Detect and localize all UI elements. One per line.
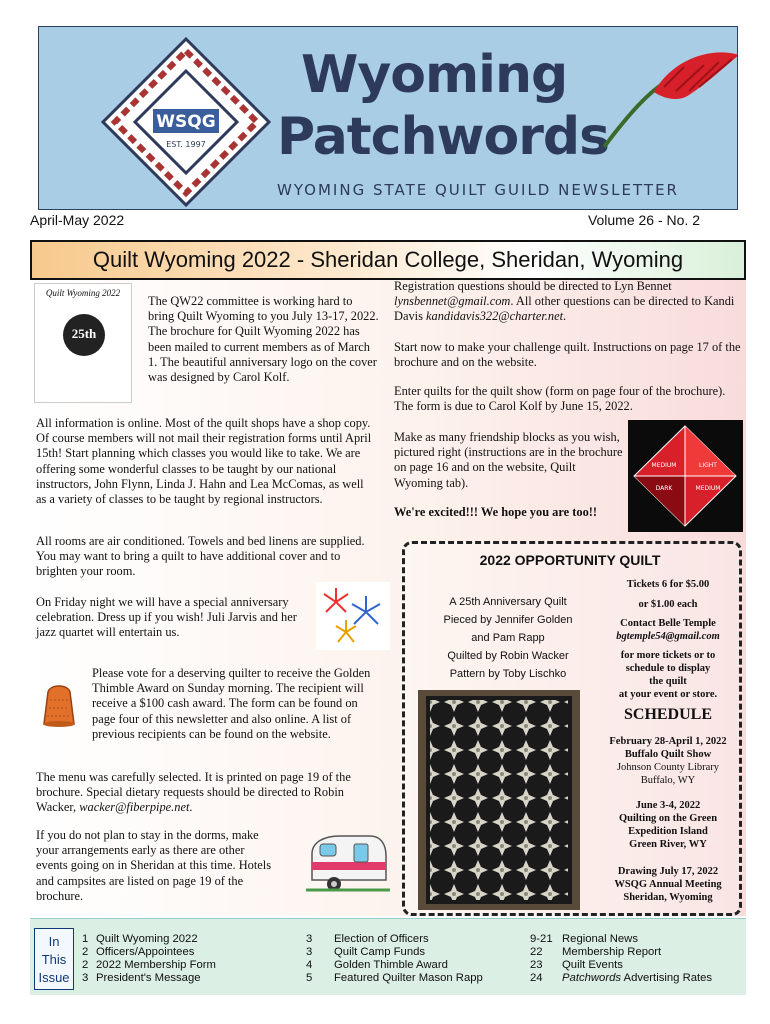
svg-text:EST. 1997: EST. 1997 [166,140,206,149]
toc-item[interactable]: Quilt Wyoming 2022 [96,933,198,945]
registration-paragraph: Registration questions should be directed to Lyn Bennet lynsbennet@gmail.com. All other questions can be directed to Kandi Davis kandidavis322@charter.net. [394,279,735,324]
info-paragraph: All information is online. Most of the quilt shops have a shop copy. Of course members will not mail their registration forms until April 15th! Start planning which classes you would like to take. We are offering some wonderful classes to be taught by our national instructors, John Flynn, Linda J. Hahn and Lea McComas, as well as a variety of classes to be taught by regional instructors. [36,416,372,507]
wsqg-logo [101,37,271,207]
toc-page: 9-21 [530,933,553,945]
golden-thimble-paragraph: Please vote for a deserving quilter to receive the Golden Thimble Award on Sunday morning. The recipient will receive a $100 cash award. The form can be found on page four of this newsletter and also online. A list of previous recipients can be found on the website. [92,666,371,741]
volume-number: Volume 26 - No. 2 [587,212,700,228]
quilt-desc-line: Pattern by Toby Lischko [449,668,567,680]
svg-text:WSQG: WSQG [156,112,216,132]
camper-trailer-icon [306,832,390,896]
quilt-desc-line: Pieced by Jennifer Golden [443,614,573,626]
toc-item[interactable]: Regional News [562,933,638,945]
svg-text:DARK: DARK [655,485,673,492]
schedule-event-venue: Johnson County Library [616,762,720,773]
celebration-paragraph: On Friday night we will have a special anniversary celebration. Dress up if you wish! Juli Jarvis and her jazz quartet will entertain us. [36,595,297,640]
contact-name: Contact Belle Temple [620,618,716,629]
contact-email-link[interactable]: bgtemple54@gmail.com [616,631,720,642]
schedule-event-venue: Sheridan, Wyoming [623,892,713,903]
svg-text:LIGHT: LIGHT [699,462,717,469]
schedule-event-date: June 3-4, 2022 [635,800,701,811]
paintbrush-flower-icon [594,47,738,157]
menu-paragraph: The menu was carefully selected. It is printed on page 19 of the brochure. Special dietary requests should be directed to Robin Wacker, wacker@fiberpipe.net. [36,770,351,815]
ticket-info-line: schedule to display [625,663,711,674]
newsletter-title-line2: Patchwords [277,107,610,167]
toc-item[interactable]: Quilt Camp Funds [334,946,426,958]
toc-page: 24 [530,972,543,984]
toc-page: 1 [82,933,89,945]
toc-item[interactable]: Officers/Appointees [96,946,195,958]
quilt-desc-line: and Pam Rapp [471,632,545,644]
anniversary-badge [63,314,105,356]
newsletter-subtitle: WYOMING STATE QUILT GUILD NEWSLETTER [277,181,679,199]
excited-paragraph: We're excited!!! We hope you are too!! [394,505,598,519]
opportunity-quilt-title: 2022 OPPORTUNITY QUILT [479,552,661,568]
masthead [38,26,738,210]
toc-page: 4 [306,959,313,971]
toc-item[interactable]: Election of Officers [334,933,429,945]
toc-item[interactable]: Golden Thimble Award [334,959,448,971]
toc-item[interactable]: 2022 Membership Form [96,959,216,971]
in-this-issue-label: In This Issue [34,928,74,990]
toc-item[interactable]: Membership Report [562,946,662,958]
toc-page: 3 [306,933,313,945]
svg-text:MEDIUM: MEDIUM [651,462,677,469]
rooms-paragraph: All rooms are air conditioned. Towels and bed linens are supplied. You may want to bring a quilt to have additional cover and to brighten your room. [36,534,365,579]
ticket-info-line: the quilt [649,676,687,687]
schedule-event-name: Quilting on the Green [618,813,718,824]
toc-page: 22 [530,946,543,958]
tickets-line2: or $1.00 each [638,599,698,610]
brochure-title: Quilt Wyoming 2022 [45,288,121,298]
schedule-event-name: WSQG Annual Meeting [614,879,722,890]
issue-date: April-May 2022 [30,212,125,228]
brochure-cover-image [34,283,132,403]
svg-text:MEDIUM: MEDIUM [695,485,721,492]
schedule-event-date: Drawing July 17, 2022 [617,866,719,877]
schedule-title: SCHEDULE [623,706,713,723]
opportunity-quilt-photo [418,690,580,910]
schedule-event-venue: Expedition Island [628,826,708,837]
friendship-block-diagram [628,420,743,532]
toc-page: 5 [306,972,313,984]
headline-bar [30,240,746,280]
toc-page: 2 [82,946,89,958]
lodging-paragraph: If you do not plan to stay in the dorms, make your arrangements early as there are other events going on in Sheridan at this time. Hotels and campsites are listed on page 19 of the brochure. [36,828,272,903]
lyn-bennet-email-link[interactable]: lynsbennet@gmail.com [394,294,511,309]
intro-paragraph: The QW22 committee is working hard to bring Quilt Wyoming to you July 13-17, 2022. The brochure for Quilt Wyoming 2022 has been mailed to current members as of March 1. The beautiful anniversary logo on the cover was designed by Carol Kolf. [148,294,379,385]
friendship-blocks-paragraph: Make as many friendship blocks as you wish, pictured right (instructions are in the brochure on page 16 and on the website, Quilt Wyoming tab). [394,430,623,490]
quilt-desc-line: A 25th Anniversary Quilt [449,596,567,608]
challenge-quilt-paragraph: Start now to make your challenge quilt. Instructions on page 17 of the brochure and on the website. [394,340,741,370]
schedule-event-city: Green River, WY [629,839,707,850]
headline: Quilt Wyoming 2022 - Sheridan College, Sheridan, Wyoming [92,247,684,272]
ticket-info-line: at your event or store. [618,689,718,700]
schedule-event-date: February 28-April 1, 2022 [609,736,727,747]
kandi-davis-email-link[interactable]: kandidavis322@charter.net [426,309,564,324]
toc-item[interactable]: Featured Quilter Mason Rapp [334,972,483,984]
schedule-event-name: Buffalo Quilt Show [624,749,712,760]
quilt-desc-line: Quilted by Robin Wacker [447,650,569,662]
thimble-icon [34,680,84,728]
ticket-info-line: for more tickets or to [620,650,716,661]
toc-page: 23 [530,959,543,971]
toc-item[interactable]: Patchwords Advertising Rates [562,972,713,984]
toc-page: 3 [306,946,313,958]
wacker-email-link[interactable]: wacker@fiberpipe.net [79,800,190,815]
fireworks-icon [316,582,390,650]
tickets-line1: Tickets 6 for $5.00 [626,579,710,590]
quilt-show-paragraph: Enter quilts for the quilt show (form on page four of the brochure). The form is due to Carol Kolf by June 15, 2022. [394,384,726,414]
newsletter-title-line1: Wyoming [301,45,568,105]
anniversary-badge-text: 25th [71,326,97,341]
toc-item[interactable]: Quilt Events [562,959,623,971]
toc-item[interactable]: President's Message [96,972,201,984]
toc-page: 3 [82,972,89,984]
toc-page: 2 [82,959,89,971]
schedule-event-city: Buffalo, WY [640,775,696,786]
